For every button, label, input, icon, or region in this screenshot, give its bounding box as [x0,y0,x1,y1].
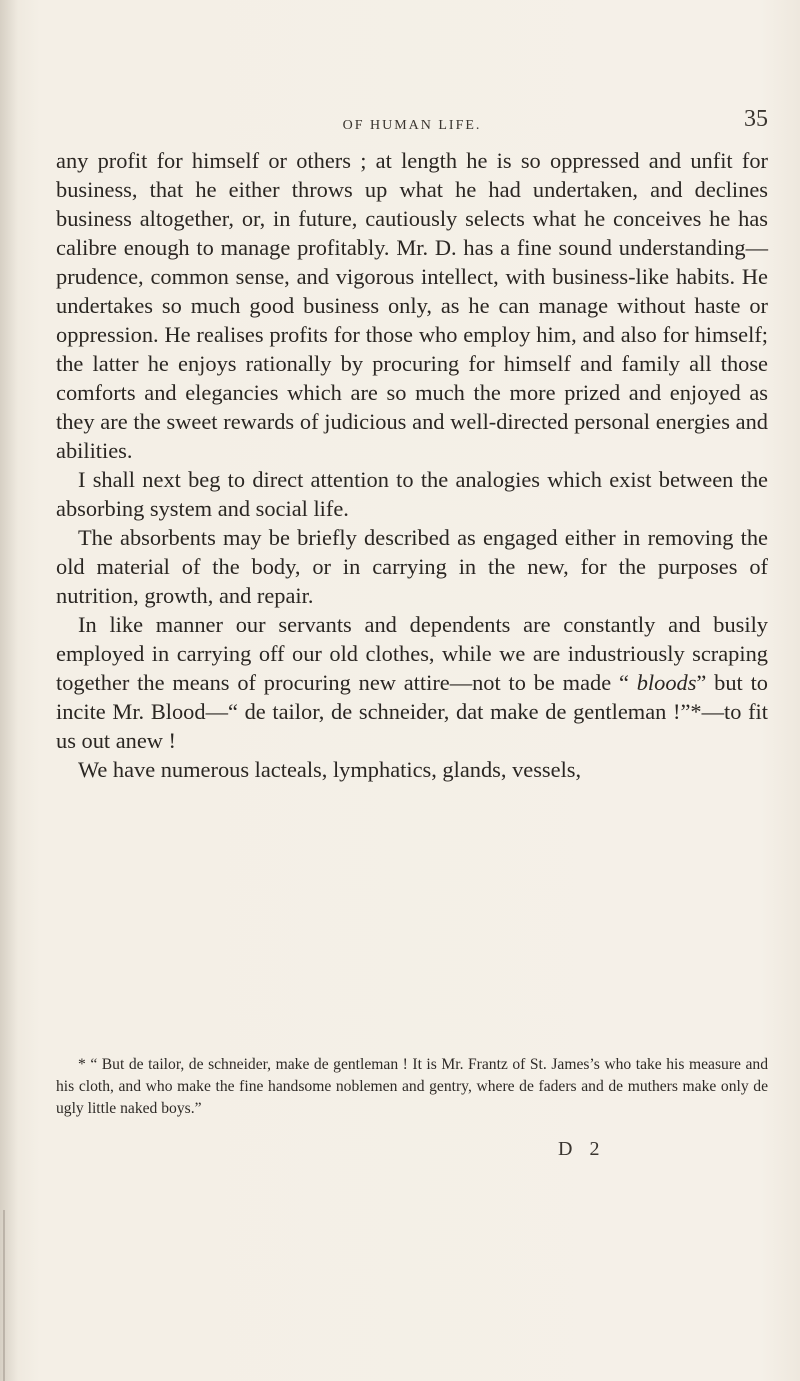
paragraph-4-start: In like manner our servants and dependents are constantly and busily employed in carrying off our old clothes, while we are industriously scraping together the means of procuring new attire—not to be made “ [56,612,768,695]
page-header [56,106,768,146]
spine-shadow [0,0,18,1381]
paragraph-2: I shall next beg to direct attention to the analogies which exist between the absorbing system and social life. [56,467,768,521]
footnote-text: * “ But de tailor, de schneider, make de gentleman ! It is Mr. Frantz of St. James’s who take his measure and his cloth, and who make the fine handsome noblemen and gentry, where de faders and de muthers make only de ugly little naked boys.” [56,1056,768,1117]
paragraph-5: We have numerous lacteals, lymphatics, glands, vessels, [78,757,582,782]
body-text [56,146,768,784]
paragraph-3: The absorbents may be briefly described as engaged either in removing the old material of the body, or in carrying in the new, for the purposes of nutrition, growth, and repair. [56,525,768,608]
page-number: 35 [744,106,768,132]
margin-rule [3,1210,5,1381]
footnote [56,1054,768,1120]
running-head: OF HUMAN LIFE. [342,118,482,133]
paragraph-4 [56,610,768,755]
paragraph-4-italic: bloods [636,670,697,695]
paragraph-1: any profit for himself or others ; at length he is so oppressed and unfit for business, that he either throws up what he had undertaken, and declines business altogether, or, in future, cautiously selects what he conceives he has calibre enough to manage profitably. Mr. D. has a fine sound understanding—prudence, common sense, and vigorous intellect, with business-like habits. He undertakes so much good business only, as he can manage without haste or oppression. He realises profits for those who employ him, and also for himself; the latter he enjoys rationally by procuring for himself and family all those comforts and elegancies which are so much the more prized and enjoyed as they are the sweet rewards of judicious and well-directed personal energies and abilities. [56,148,768,463]
signature-mark: D 2 [558,1138,606,1160]
paragraph-4-end: ” but to incite Mr. Blood—“ de tailor, de schneider, dat make de gentleman !”*—to fit us out anew ! [56,670,768,753]
